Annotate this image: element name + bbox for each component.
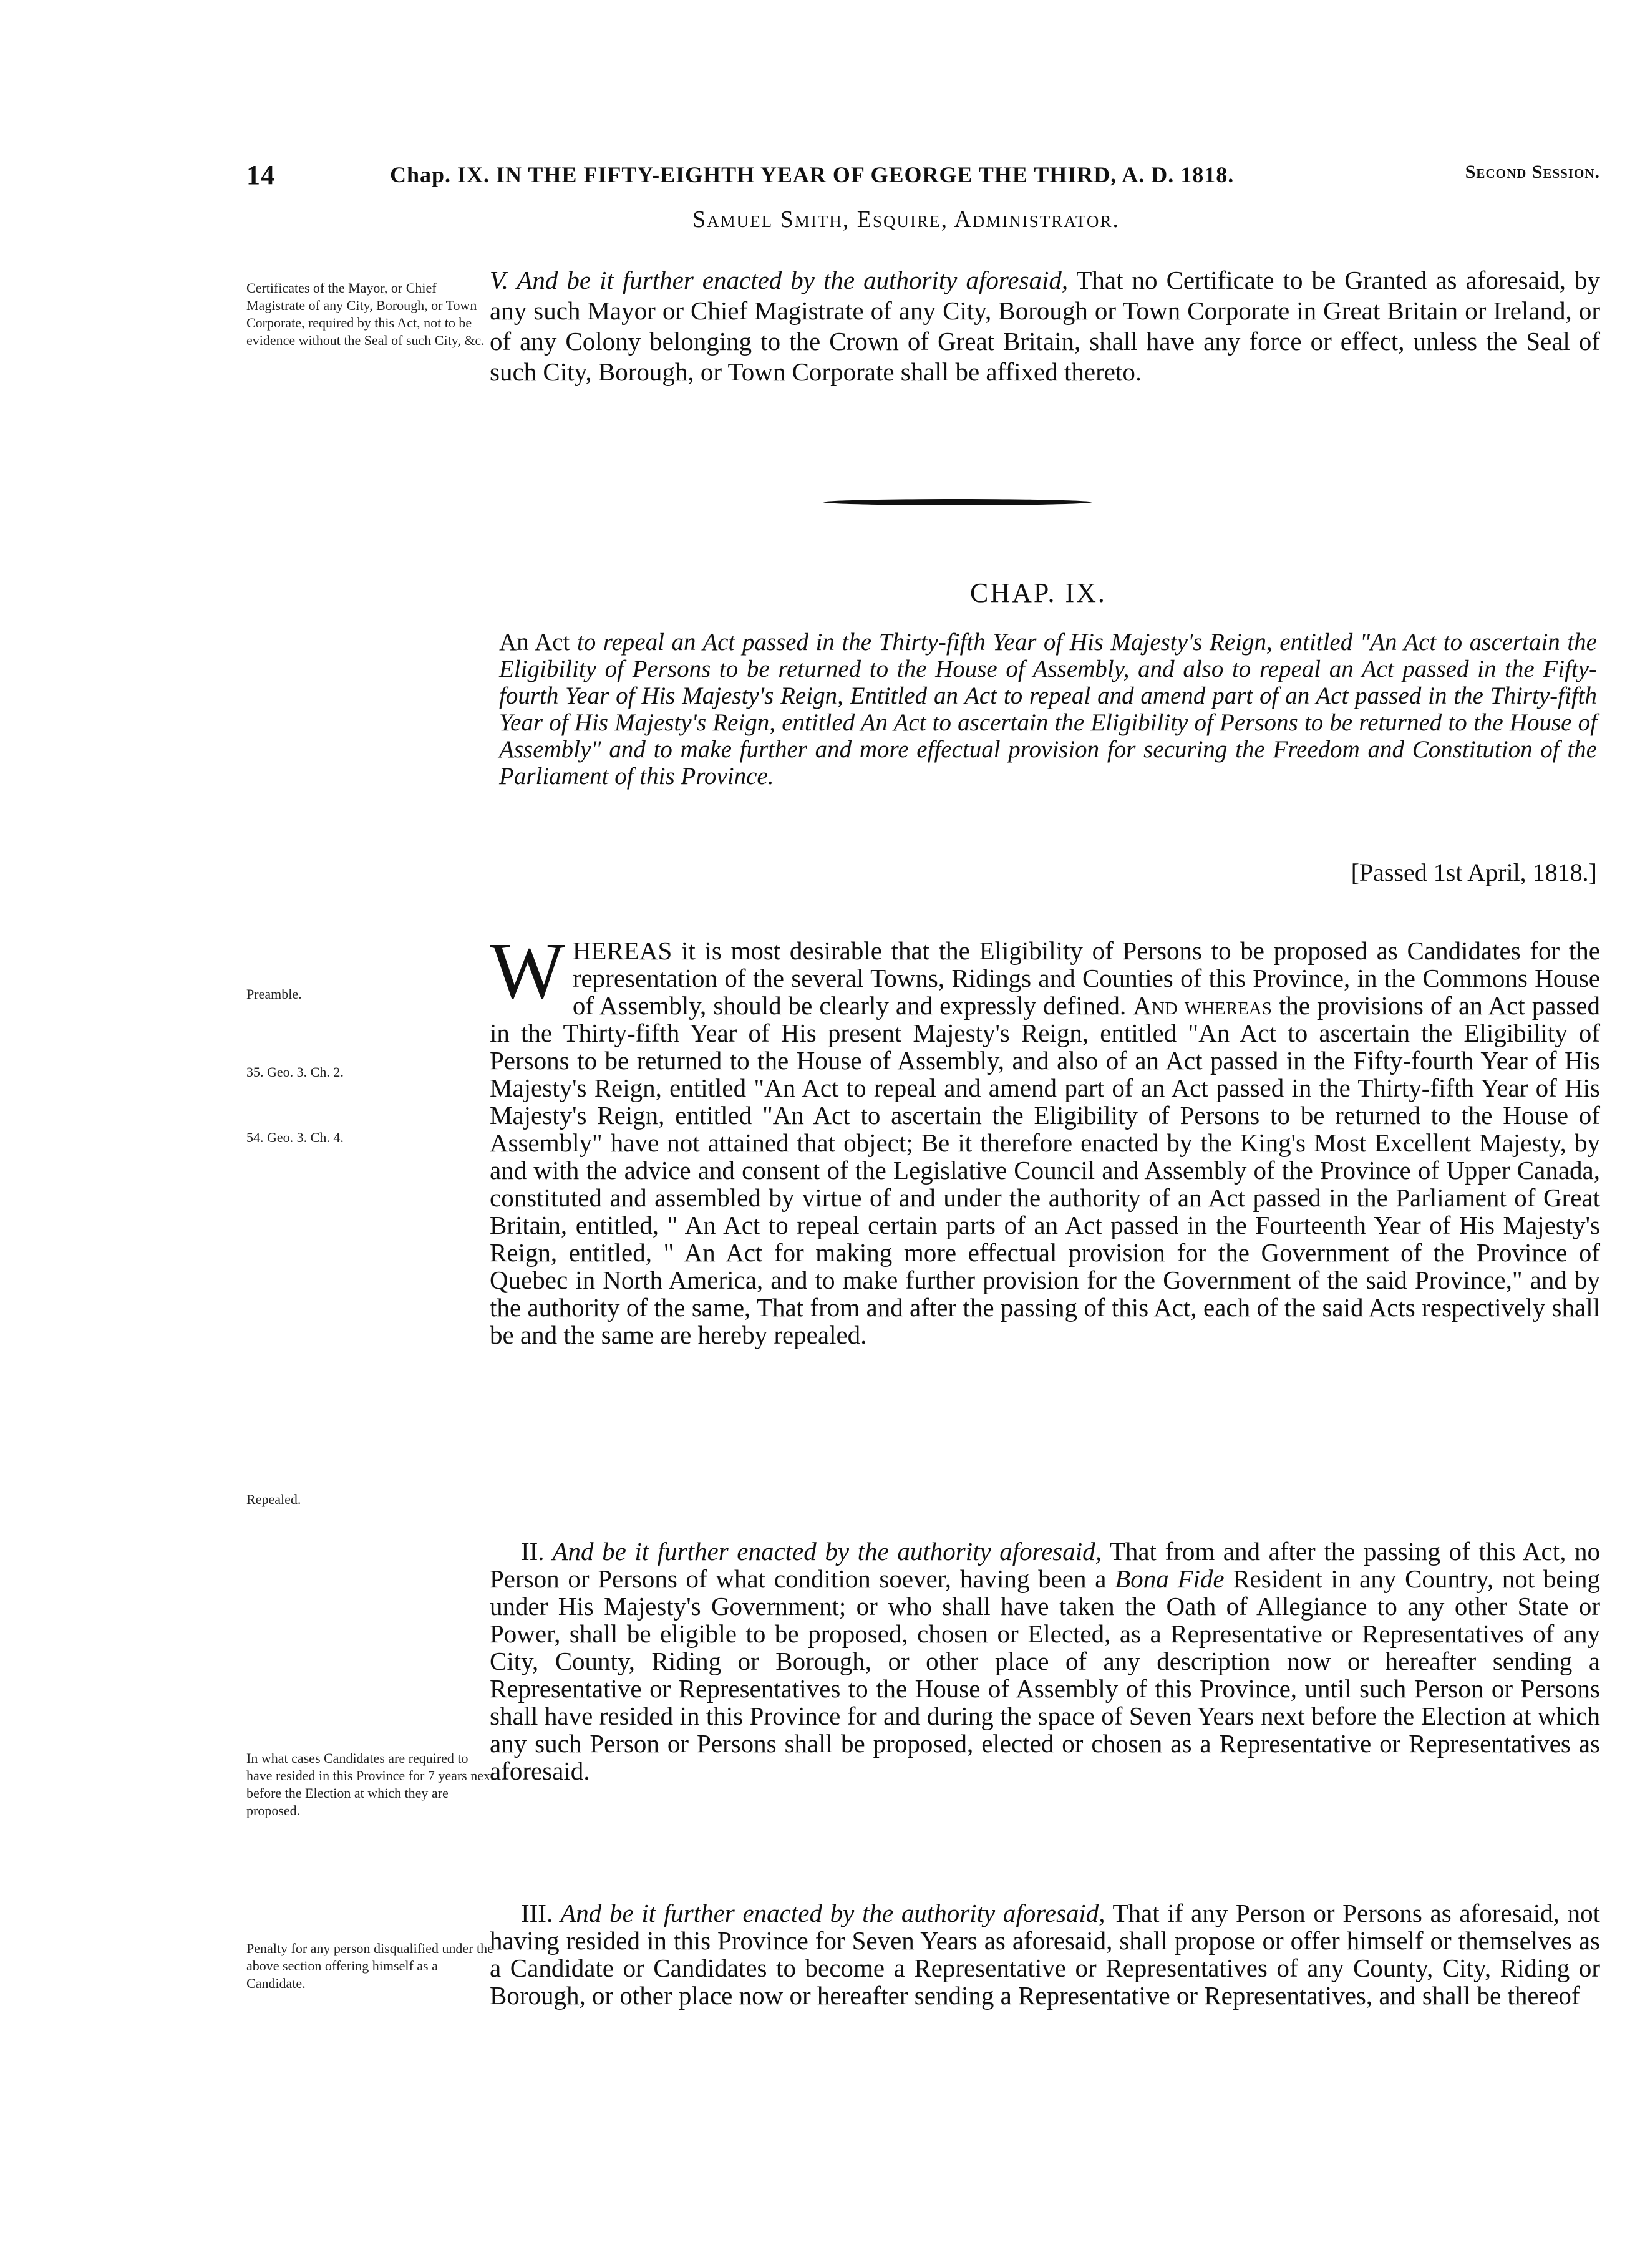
header-title: Chap. IX. IN THE FIFTY-EIGHTH YEAR OF GEORGE THE THIRD, A. D. 1818. xyxy=(390,162,1235,187)
bona-fide: Bona Fide xyxy=(1115,1564,1225,1593)
section-ii-text-2: Resident in any Country, not being under His Majesty's Government; or who shall have taken the Oath of Allegiance to any other State or Power, shall be eligible to be proposed, chosen or Elected, as a Representative or Representatives of any City, County, Riding or Borough, or other place of any description now or hereafter sending a Representative or Representatives to the House of Assembly of this Province, until such Person or Persons shall have resided in this Province for and during the space of Seven Years next before the Election at which any such Person or Persons shall be proposed, elected or chosen as a Representative or Representatives as aforesaid. xyxy=(490,1564,1601,1785)
section-ii-lead: And be it further enacted by the authority aforesaid, xyxy=(544,1537,1102,1566)
header-session: Second Session. xyxy=(1465,162,1600,182)
section-ii-text-1: That from and after the passing of this Act, no Person or Persons of what condition soever, having been a xyxy=(490,1537,1600,1593)
section-iii xyxy=(490,1899,1600,2009)
margin-note-penalty: Penalty for any person disqualified under the above section offering himself as a Candidate. xyxy=(246,1941,493,1991)
margin-note-geo35: 35. Geo. 3. Ch. 2. xyxy=(246,1064,344,1080)
section-ii xyxy=(490,1538,1600,1785)
administrator-line: Samuel Smith, Esquire, Administrator. xyxy=(692,206,1120,233)
section-iii-text: That if any Person or Persons as aforesaid, not having resided in this Province for Seven Years as aforesaid, shall propose or offer himself or themselves as a Candidate or Candidates to become a Representative or Representatives of any County, City, Riding or Borough, or other place now or hereafter sending a Representative or Representatives, and shall be thereof xyxy=(490,1899,1600,2010)
act-title xyxy=(499,629,1597,790)
chapter-title: CHAP. IX. xyxy=(970,578,1107,608)
passed-date: [Passed 1st April, 1818.] xyxy=(1351,858,1597,886)
margin-note-repealed: Repealed. xyxy=(246,1491,301,1507)
margin-note-certificates: Certificates of the Mayor, or Chief Magistrate of any City, Borough, or Town Corporate, required by this Act, not to be evidence without the Seal of such City, &c. xyxy=(246,280,485,348)
act-title-lead: An Act xyxy=(499,629,570,656)
act-title-text: to repeal an Act passed in the Thirty-fifth Year of His Majesty's Reign, entitled "An Act to ascertain the Eligibility of Persons to be returned to the House of Assembly, and also to repeal an Act passed in the Fifty-fourth Year of His Majesty's Reign, Entitled an Act to repeal and amend part of an Act passed in the Thirty-fifth Year of His Majesty's Reign, entitled An Act to ascertain the Eligibility of Persons to be returned to the House of Assembly" and to make further and more effectual provision for securing the Freedom and Constitution of the Parliament of this Province. xyxy=(499,629,1597,790)
running-header xyxy=(246,159,1600,196)
section-v-text: That no Certificate to be Granted as aforesaid, by any such Mayor or Chief Magistrate of any City, Borough or Town Corporate in Great Britain or Ireland, or of any Colony belonging to the Crown of Great Britain, shall have any force or effect, unless the Seal of such City, Borough, or Town Corporate shall be affixed thereto. xyxy=(490,266,1600,386)
section-divider xyxy=(823,499,1092,505)
section-v xyxy=(490,265,1600,387)
and-whereas: And whereas xyxy=(1133,991,1272,1020)
section-ii-num: II. xyxy=(521,1537,545,1566)
section-iii-num: III. xyxy=(521,1899,553,1927)
margin-note-geo54: 54. Geo. 3. Ch. 4. xyxy=(246,1130,344,1145)
margin-note-candidates: In what cases Candidates are required to have resided in this Province for 7 years next before the Election at which they are proposed. xyxy=(246,1750,495,1818)
section-v-lead: V. And be it further enacted by the authority aforesaid, xyxy=(490,266,1069,294)
preamble-text-2: the provisions of an Act passed in the Thirty-fifth Year of His present Majesty's Reign, entitled "An Act to ascertain the Eligibility of Persons to be returned to the House of Assembly, and also of an Act passed in the Fifty-fourth Year of His Majesty's Reign, entitled "An Act to repeal and amend part of an Act passed in the Thirty-fifth Year of His Majesty's Reign, entitled "An Act to ascertain the Eligibility of Persons to be returned to the House of Assembly" have not attained that object; Be it therefore enacted by the King's Most Excellent Majesty, by and with the advice and consent of the Legislative Council and Assembly of the Province of Upper Canada, constituted and assembled by virtue of and under the authority of an Act passed in the Parliament of Great Britain, entitled, " An Act to repeal certain parts of an Act passed in the Fourteenth Year of His Majesty's Reign, entitled, " An Act for making more effectual provision for the Government of the Province of Quebec in North America, and to make further provision for the Government of the said Province," and by the authority of the same, That from and after the passing of this Act, each of the said Acts respectively shall be and the same are hereby repealed. xyxy=(490,991,1601,1349)
section-iii-lead: And be it further enacted by the authority aforesaid, xyxy=(553,1899,1105,1927)
margin-note-preamble: Preamble. xyxy=(246,986,302,1002)
dropcap: W xyxy=(490,926,565,1015)
preamble-text-1: HEREAS it is most desirable that the Eligibility of Persons to be proposed as Candidates for the representation of the several Towns, Ridings and Counties of this Province, in the Commons House of Assembly, should be clearly and expressly defined. xyxy=(572,936,1600,1020)
preamble-text xyxy=(490,926,1601,1349)
page-number: 14 xyxy=(246,160,275,190)
